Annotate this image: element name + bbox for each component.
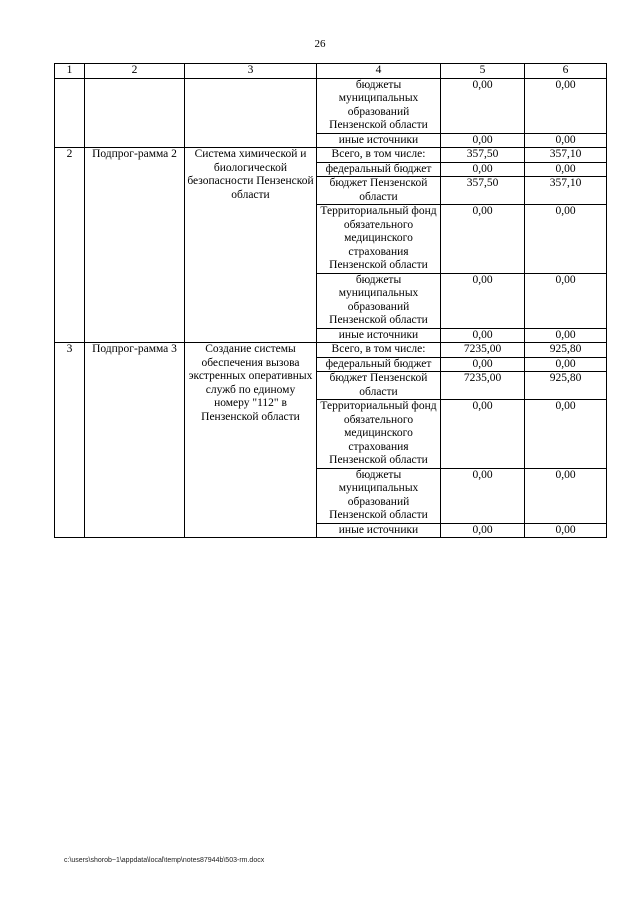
value-cell: 0,00: [441, 78, 525, 133]
funding-source-cell: бюджеты муниципальных образований Пензенской области: [317, 273, 441, 328]
header-cell: 3: [185, 64, 317, 79]
number-cell: [55, 78, 85, 148]
value-cell: 357,50: [441, 177, 525, 205]
header-cell: 2: [85, 64, 185, 79]
funding-source-cell: федеральный бюджет: [317, 357, 441, 372]
value-cell: 0,00: [441, 133, 525, 148]
value-cell: 0,00: [525, 523, 607, 538]
value-cell: 0,00: [441, 357, 525, 372]
header-cell: 5: [441, 64, 525, 79]
funding-source-cell: федеральный бюджет: [317, 162, 441, 177]
header-cell: 4: [317, 64, 441, 79]
funding-source-cell: бюджеты муниципальных образований Пензенской области: [317, 78, 441, 133]
table-row: [55, 78, 607, 133]
page-number: 26: [314, 38, 326, 50]
value-cell: 0,00: [441, 273, 525, 328]
value-cell: 7235,00: [441, 343, 525, 358]
funding-source-cell: бюджет Пензенской области: [317, 372, 441, 400]
value-cell: 0,00: [441, 162, 525, 177]
footer-file-path: c:\users\shorob~1\appdata\local\temp\notes87944b\503-rm.docx: [64, 857, 265, 864]
value-cell: 0,00: [525, 357, 607, 372]
program-type-cell: Подпрог-рамма 3: [85, 343, 185, 538]
value-cell: 0,00: [525, 328, 607, 343]
funding-source-cell: Всего, в том числе:: [317, 343, 441, 358]
value-cell: 7235,00: [441, 372, 525, 400]
value-cell: 0,00: [525, 133, 607, 148]
funding-source-cell: Всего, в том числе:: [317, 148, 441, 163]
value-cell: 0,00: [441, 468, 525, 523]
number-cell: 3: [55, 343, 85, 538]
value-cell: 0,00: [441, 523, 525, 538]
program-type-cell: Подпрог-рамма 2: [85, 148, 185, 343]
funding-source-cell: Территориальный фонд обязательного медицинского страхования Пензенской области: [317, 400, 441, 469]
header-cell: 1: [55, 64, 85, 79]
program-name-cell: [185, 78, 317, 148]
funding-source-cell: Территориальный фонд обязательного медицинского страхования Пензенской области: [317, 205, 441, 274]
table-row: [55, 343, 607, 358]
value-cell: 0,00: [525, 273, 607, 328]
table-header-row: [55, 64, 607, 79]
table-row: [55, 148, 607, 163]
value-cell: 0,00: [525, 205, 607, 274]
value-cell: 0,00: [525, 162, 607, 177]
value-cell: 0,00: [441, 400, 525, 469]
funding-source-cell: бюджеты муниципальных образований Пензенской области: [317, 468, 441, 523]
value-cell: 925,80: [525, 343, 607, 358]
value-cell: 0,00: [441, 328, 525, 343]
funding-source-cell: иные источники: [317, 133, 441, 148]
value-cell: 357,10: [525, 177, 607, 205]
number-cell: 2: [55, 148, 85, 343]
value-cell: 0,00: [441, 205, 525, 274]
value-cell: 0,00: [525, 78, 607, 133]
value-cell: 357,10: [525, 148, 607, 163]
program-name-cell: Система химической и биологической безопасности Пензенской области: [185, 148, 317, 343]
budget-table: [54, 63, 607, 538]
funding-source-cell: иные источники: [317, 328, 441, 343]
value-cell: 357,50: [441, 148, 525, 163]
value-cell: 925,80: [525, 372, 607, 400]
program-name-cell: Создание системы обеспечения вызова экстренных оперативных служб по единому номеру "112" в Пензенской области: [185, 343, 317, 538]
header-cell: 6: [525, 64, 607, 79]
value-cell: 0,00: [525, 400, 607, 469]
value-cell: 0,00: [525, 468, 607, 523]
program-type-cell: [85, 78, 185, 148]
funding-source-cell: иные источники: [317, 523, 441, 538]
funding-source-cell: бюджет Пензенской области: [317, 177, 441, 205]
